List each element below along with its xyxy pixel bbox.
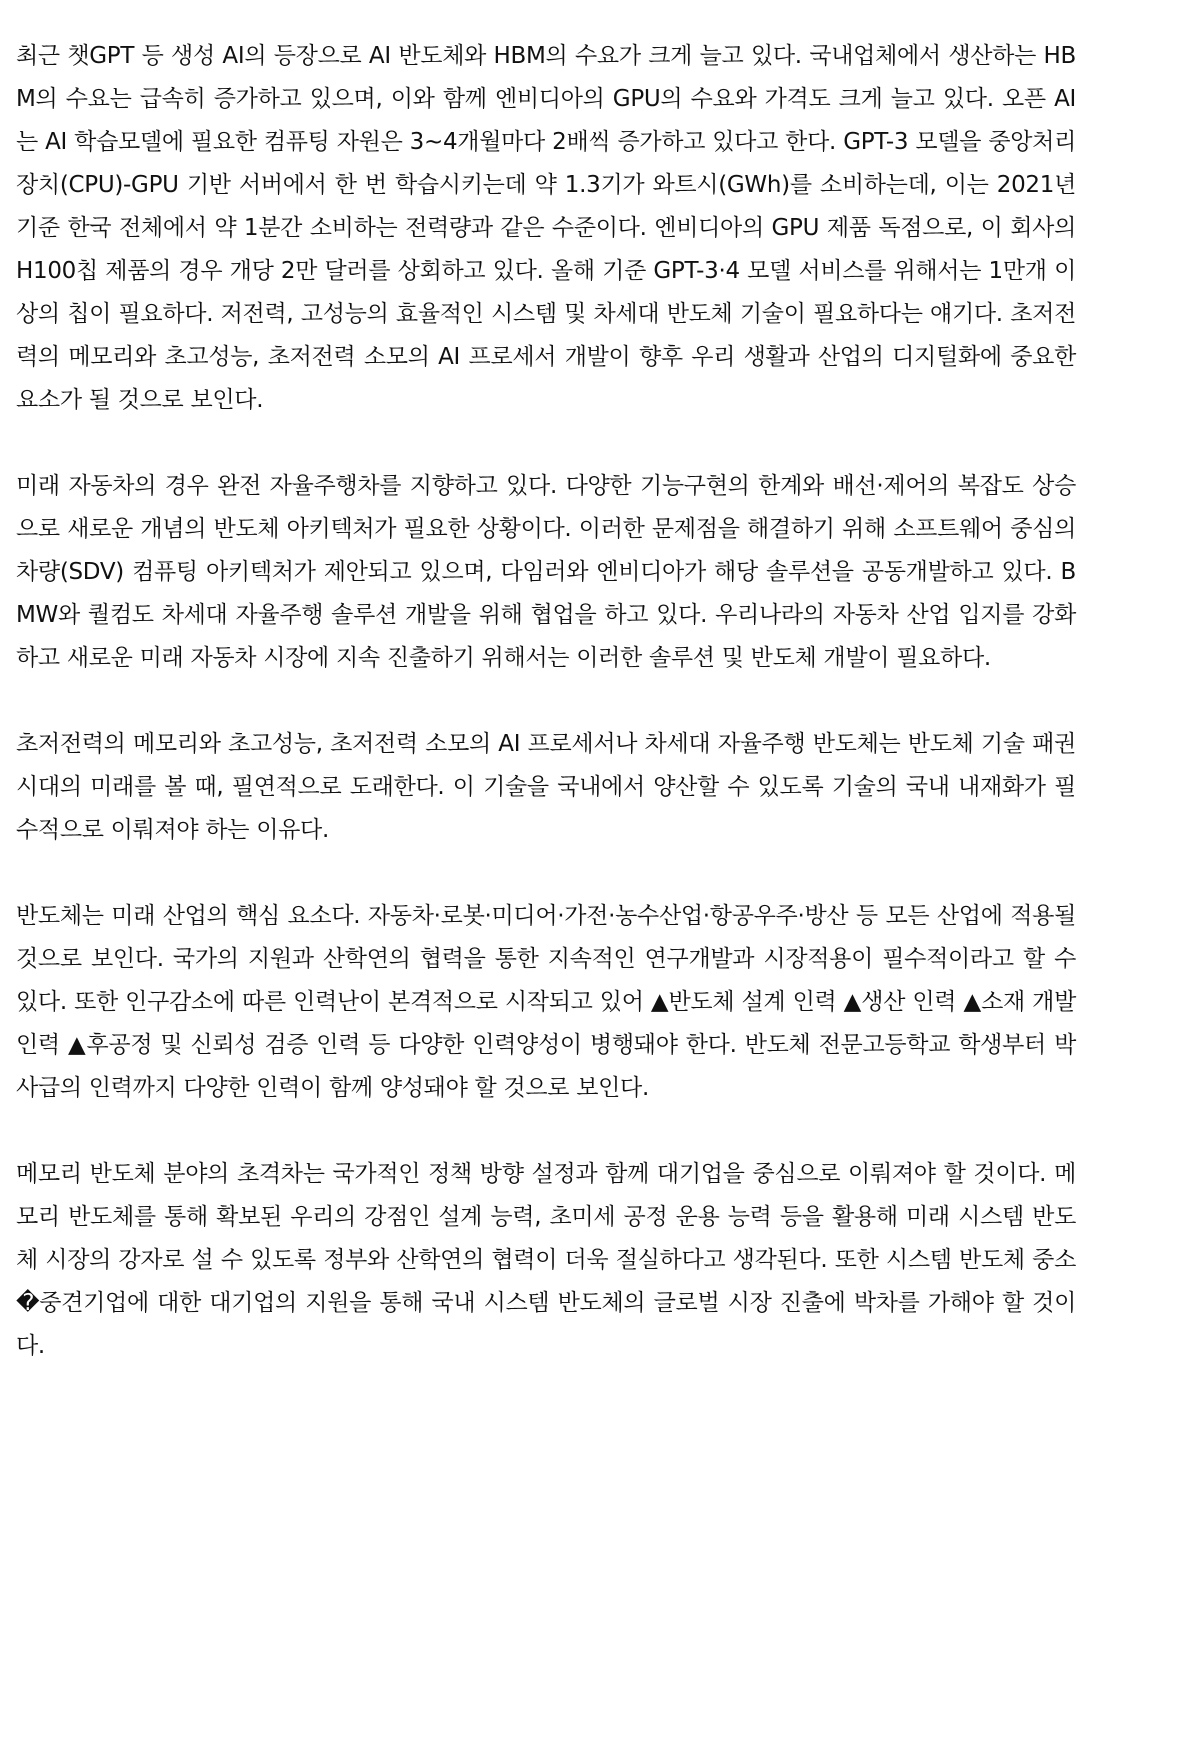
paragraph-workforce: 반도체는 미래 산업의 핵심 요소다. 자동차·로봇·미디어·가전·농수산업·항공우주·방산 등 모든 산업에 적용될 것으로 보인다. 국가의 지원과 산학연의 협력을 통한 지속적인 연구개발과 시장적용이 필수적이라고 할 수 있다. 또한 인구감소에 따른 인력난이 본격적으로 시작되고 있어 ▲반도체 설계 인력 ▲생산 인력 ▲소재 개발 인력 ▲후공정 및 신뢰성 검증 인력 등 다양한 인력양성이 병행돼야 한다. 반도체 전문고등학교 학생부터 박사급의 인력까지 다양한 인력이 함께 양성돼야 할 것으로 보인다. (16, 903, 1076, 1101)
paragraph-memory-strategy: 메모리 반도체 분야의 초격차는 국가적인 정책 방향 설정과 함께 대기업을 중심으로 이뤄져야 할 것이다. 메모리 반도체를 통해 확보된 우리의 강점인 설계 능력, 초미세 공정 운용 능력 등을 활용해 미래 시스템 반도체 시장의 강자로 설 수 있도록 정부와 산학연의 협력이 더욱 절실하다고 생각된다. 또한 시스템 반도체 중소�중견기업에 대한 대기업의 지원을 통해 국내 시스템 반도체의 글로벌 시장 진출에 박차를 가해야 할 것이다. (16, 1161, 1076, 1359)
paragraph-localization: 초저전력의 메모리와 초고성능, 초저전력 소모의 AI 프로세서나 차세대 자율주행 반도체는 반도체 기술 패권 시대의 미래를 볼 때, 필연적으로 도래한다. 이 기술을 국내에서 양산할 수 있도록 기술의 국내 내재화가 필수적으로 이뤄져야 하는 이유다. (16, 731, 1076, 843)
paragraph-ai-semiconductor: 최근 챗GPT 등 생성 AI의 등장으로 AI 반도체와 HBM의 수요가 크게 늘고 있다. 국내업체에서 생산하는 HBM의 수요는 급속히 증가하고 있으며, 이와 함께 엔비디아의 GPU의 수요와 가격도 크게 늘고 있다. 오픈 AI는 AI 학습모델에 필요한 컴퓨팅 자원은 3~4개월마다 2배씩 증가하고 있다고 한다. GPT-3 모델을 중앙처리장치(CPU)-GPU 기반 서버에서 한 번 학습시키는데 약 1.3기가 와트시(GWh)를 소비하는데, 이는 2021년 기준 한국 전체에서 약 1분간 소비하는 전력량과 같은 수준이다. 엔비디아의 GPU 제품 독점으로, 이 회사의 H100칩 제품의 경우 개당 2만 달러를 상회하고 있다. 올해 기준 GPT-3·4 모델 서비스를 위해서는 1만개 이상의 칩이 필요하다. 저전력, 고성능의 효율적인 시스템 및 차세대 반도체 기술이 필요하다는 얘기다. 초저전력의 메모리와 초고성능, 초저전력 소모의 AI 프로세서 개발이 향후 우리 생활과 산업의 디지털화에 중요한 요소가 될 것으로 보인다. (16, 43, 1076, 413)
document-body (16, 35, 1076, 1368)
paragraph-future-vehicles: 미래 자동차의 경우 완전 자율주행차를 지향하고 있다. 다양한 기능구현의 한계와 배선·제어의 복잡도 상승으로 새로운 개념의 반도체 아키텍처가 필요한 상황이다. 이러한 문제점을 해결하기 위해 소프트웨어 중심의 차량(SDV) 컴퓨팅 아키텍처가 제안되고 있으며, 다임러와 엔비디아가 해당 솔루션을 공동개발하고 있다. BMW와 퀄컴도 차세대 자율주행 솔루션 개발을 위해 협업을 하고 있다. 우리나라의 자동차 산업 입지를 강화하고 새로운 미래 자동차 시장에 지속 진출하기 위해서는 이러한 솔루션 및 반도체 개발이 필요하다. (16, 473, 1076, 671)
